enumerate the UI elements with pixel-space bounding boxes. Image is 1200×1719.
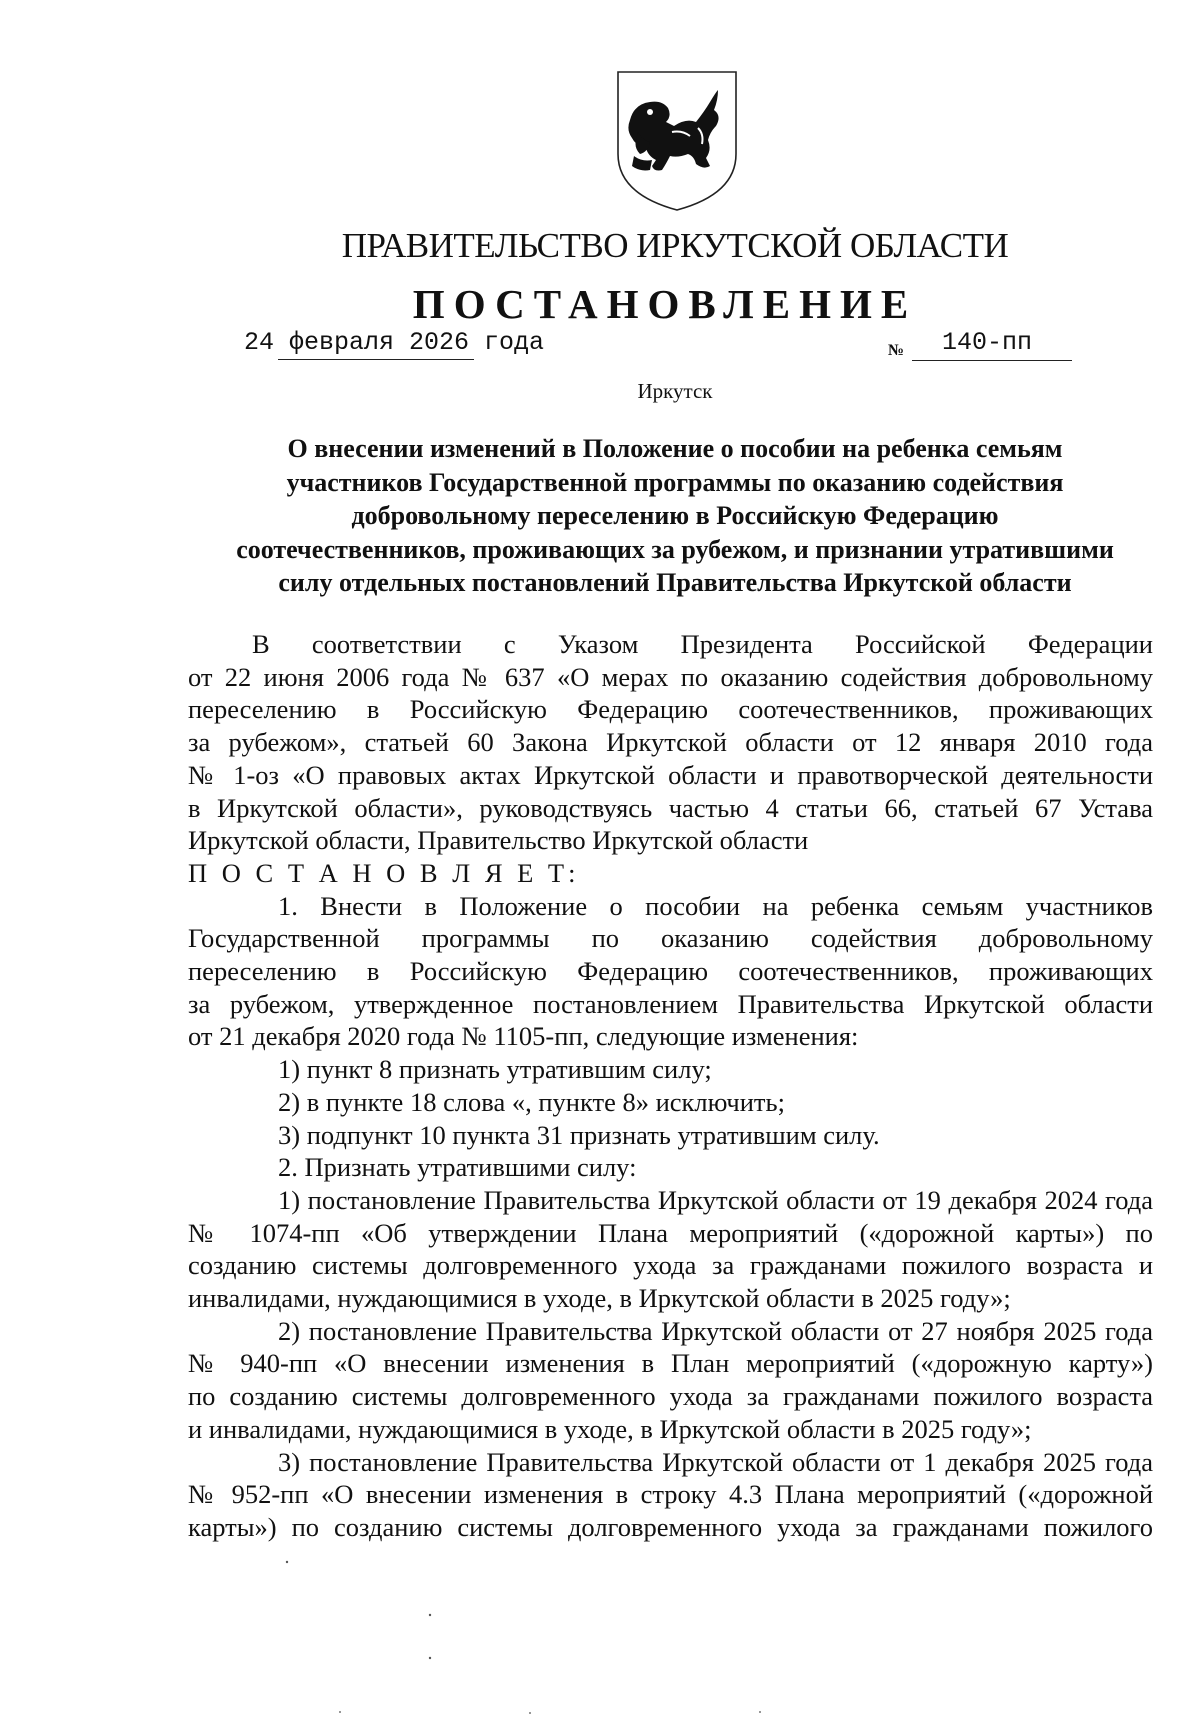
body-line: за рубежом, утвержденное постановлением Правительства Иркутской области (188, 988, 1153, 1019)
body-line: в Иркутской области», руководствуясь частью 4 статьи 66, статьей 67 Устава (188, 792, 1153, 823)
list-item: 3) постановление Правительства Иркутской области от 1 декабря 2025 года (278, 1446, 1153, 1477)
body-line: № 1-оз «О правовых актах Иркутской области и правотворческой деятельности (188, 759, 1153, 790)
body-line: и инвалидами, нуждающимися в уходе, в Иркутской области в 2025 году»; (188, 1413, 1032, 1444)
body-line: № 940-пп «О внесении изменения в План мероприятий («дорожную карту») (188, 1348, 1153, 1379)
body-line: карты») по созданию системы долговременного ухода за гражданами пожилого (188, 1511, 1153, 1542)
body-line: переселению в Российскую Федерацию соотечественников, проживающих (188, 956, 1153, 987)
list-item: 2) в пункте 18 слова «, пункте 8» исключить; (278, 1086, 785, 1117)
title-line: силу отдельных постановлений Правительства Иркутской области (278, 568, 1072, 597)
document-type-heading: ПОСТАНОВЛЕНИЕ (412, 281, 918, 327)
body-line: В соответствии с Указом Президента Российской Федерации (252, 629, 1153, 659)
body-line: переселению в Российскую Федерацию соотечественников, проживающих (188, 694, 1153, 725)
body-line: 1. Внести в Положение о пособии на ребенка семьям участников (278, 890, 1153, 921)
government-name: ПРАВИТЕЛЬСТВО ИРКУТСКОЙ ОБЛАСТИ (341, 226, 1009, 265)
list-item: 1) пункт 8 признать утратившим силу; (278, 1054, 712, 1085)
body-line: Иркутской области, Правительство Иркутской области (188, 825, 809, 856)
title-line: О внесении изменений в Положение о пособии на ребенка семьям (287, 434, 1063, 463)
body-line: созданию системы долговременного ухода за гражданами пожилого возраста и (188, 1250, 1153, 1281)
list-item: 2. Признать утратившими силу: (278, 1152, 637, 1183)
title-line: участников Государственной программы по оказанию содействия (286, 467, 1064, 497)
title-line: добровольному переселению в Российскую Федерацию (351, 501, 999, 530)
body-line: за рубежом», статьей 60 Закона Иркутской области от 12 января 2010 года (188, 727, 1153, 758)
body-line: от 22 июня 2006 года № 637 «О мерах по оказанию содействия добровольному (188, 661, 1153, 692)
document-city: Иркутск (637, 379, 713, 403)
document-number: 140-пп (942, 328, 1033, 357)
number-label: № (888, 342, 905, 359)
body-line: от 21 декабря 2020 года № 1105-пп, следующие изменения: (188, 1021, 859, 1052)
list-item: 3) подпункт 10 пункта 31 признать утратившим силу. (278, 1119, 880, 1150)
list-item: 2) постановление Правительства Иркутской области от 27 ноября 2025 года (278, 1315, 1153, 1346)
resolves-heading: П О С Т А Н О В Л Я Е Т: (188, 857, 580, 888)
document-date-text: 24 февраля 2026 года (244, 328, 545, 357)
body-line: инвалидами, нуждающимися в уходе, в Иркутской области в 2025 году»; (188, 1283, 1011, 1314)
title-line: соотечественников, проживающих за рубежом, и признании утратившими (236, 534, 1114, 564)
body-line: № 952-пп «О внесении изменения в строку 4.3 Плана мероприятий («дорожной (188, 1479, 1153, 1510)
body-line: Государственной программы по оказанию содействия добровольному (188, 923, 1153, 954)
list-item: 1) постановление Правительства Иркутской области от 19 декабря 2024 года (278, 1184, 1153, 1215)
body-line: № 1074-пп «Об утверждении Плана мероприятий («дорожной карты») по (188, 1217, 1153, 1248)
body-line: по созданию системы долговременного ухода за гражданами пожилого возраста (188, 1381, 1153, 1412)
